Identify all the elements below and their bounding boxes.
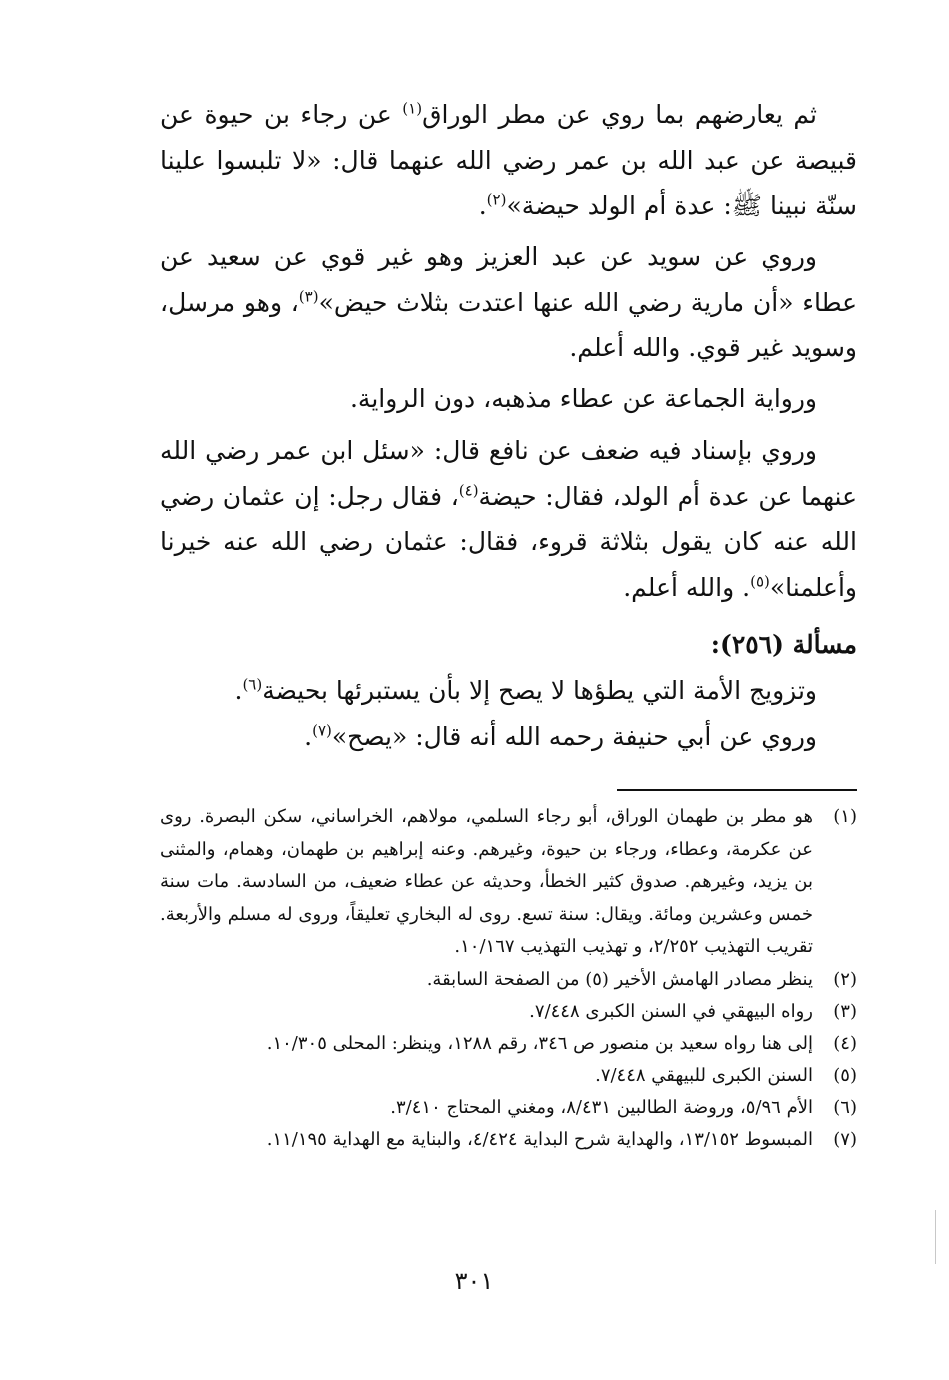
footnote-separator bbox=[617, 789, 857, 791]
paragraph-1 bbox=[160, 92, 857, 229]
footnote-ref-7[interactable]: (٧) bbox=[312, 721, 332, 740]
footnote-ref-2[interactable]: (٢) bbox=[486, 190, 507, 209]
paragraph-text: وروي عن سويد عن عبد العزيز وهو غير قوي عن سعيد عن عطاء «أن مارية رضي الله عنها اعتدت بثلاث حيض» bbox=[160, 242, 857, 317]
paragraph-5 bbox=[160, 668, 857, 714]
footnote-text: رواه البيهقي في السنن الكبرى ٧/٤٤٨. bbox=[529, 1000, 813, 1022]
paragraph-text: . bbox=[304, 722, 313, 751]
footnote-number: (٢) bbox=[833, 968, 857, 990]
paragraph-text: . bbox=[478, 191, 487, 220]
paragraph-text: وروي بإسناد فيه ضعف عن نافع قال: «سئل ابن عمر رضي الله عنهما عن عدة أم الولد، فقال: حيضة bbox=[160, 436, 857, 511]
footnote-item bbox=[160, 801, 857, 964]
paragraph-4 bbox=[160, 428, 857, 610]
paragraph-6 bbox=[160, 714, 857, 760]
paragraph-text: ، وهو مرسل، وسويد غير قوي. والله أعلم. bbox=[160, 287, 857, 362]
footnote-item bbox=[160, 964, 857, 996]
footnote-ref-5[interactable]: (٥) bbox=[750, 572, 770, 591]
footnote-number: (٦) bbox=[833, 1096, 857, 1118]
footnote-item bbox=[160, 996, 857, 1028]
footnote-item bbox=[160, 1060, 857, 1092]
paragraph-text: وتزويج الأمة التي يطؤها لا يصح إلا بأن يستبرئها بحيضة bbox=[262, 676, 817, 705]
footnote-number: (٤) bbox=[833, 1032, 857, 1054]
paragraph-text: عن رجاء بن حيوة عن قبيصة عن عبد الله بن عمر رضي الله عنهما قال: «لا تلبسوا علينا سنّة نبينا ﷺ: عدة أم الولد حيضة» bbox=[160, 100, 857, 220]
paragraph-text: وروي عن أبي حنيفة رحمه الله أنه قال: «يصح» bbox=[331, 722, 817, 751]
footnote-text: الأم ٥/٩٦، وروضة الطالبين ٨/٤٣١، ومغني المحتاج ٣/٤١٠. bbox=[390, 1096, 813, 1118]
footnote-ref-1[interactable]: (١) bbox=[402, 99, 423, 118]
paragraph-text: ثم يعارضهم بما روي عن مطر الوراق bbox=[422, 100, 818, 129]
footnote-ref-6[interactable]: (٦) bbox=[242, 675, 263, 694]
footnote-item bbox=[160, 1124, 857, 1156]
paragraph-3: ورواية الجماعة عن عطاء مذهبه، دون الرواية. bbox=[349, 384, 817, 413]
paragraph-text: . والله أعلم. bbox=[623, 572, 751, 602]
footnote-text: السنن الكبرى للبيهقي ٧/٤٤٨. bbox=[595, 1064, 813, 1086]
footnote-text: المبسوط ١٣/١٥٢، والهداية شرح البداية ٤/٤٢٤، والبناية مع الهداية ١١/١٩٥. bbox=[266, 1128, 813, 1150]
footnote-text: ينظر مصادر الهامش الأخير (٥) من الصفحة السابقة. bbox=[426, 968, 813, 990]
footnote-text: هو مطر بن طهمان الوراق، أبو رجاء السلمي، مولاهم، الخراساني، سكن البصرة. روى عن عكرمة، وعطاء، ورجاء بن حيوة، وغيرهم. وعنه إبراهيم بن طهمان، وهمام، والمثنى بن يزيد، وغيرهم. صدوق كثير الخطأ، وحديثه عن عطاء ضعيف، من السادسة. مات سنة خمس وعشرين ومائة. ويقال: سنة تسع. روى له البخاري تعليقاً، وروى له مسلم والأربعة. تقريب التهذيب ٢/٢٥٢، و تهذيب التهذيب ١٠/١٦٧. bbox=[160, 806, 813, 957]
footnotes-list bbox=[160, 801, 857, 1156]
footnote-item bbox=[160, 1028, 857, 1060]
page-number: ٣٠١ bbox=[454, 1267, 494, 1295]
footnote-ref-4[interactable]: (٤) bbox=[458, 481, 479, 500]
paragraph-2 bbox=[160, 234, 857, 371]
paragraph-text: ، فقال رجل: إن عثمان رضي الله عنه كان يقول بثلاثة قروء، فقال: عثمان رضي الله عنه خيرنا وأعلمنا» bbox=[160, 481, 857, 602]
footnote-ref-3[interactable]: (٣) bbox=[298, 287, 319, 306]
scan-edge-mark bbox=[935, 1210, 936, 1264]
footnote-number: (٧) bbox=[833, 1128, 857, 1150]
footnote-number: (٥) bbox=[833, 1064, 857, 1086]
footnote-text: إلى هنا رواه سعيد بن منصور ص ٣٤٦، رقم ١٢٨٨، وينظر: المحلى ١٠/٣٠٥. bbox=[266, 1032, 813, 1054]
paragraph-text: . bbox=[234, 676, 243, 705]
footnote-item bbox=[160, 1092, 857, 1124]
footnote-number: (٣) bbox=[833, 1000, 857, 1022]
section-heading: مسألة (٢٥٦): bbox=[710, 630, 857, 659]
footnote-number: (١) bbox=[833, 806, 857, 827]
